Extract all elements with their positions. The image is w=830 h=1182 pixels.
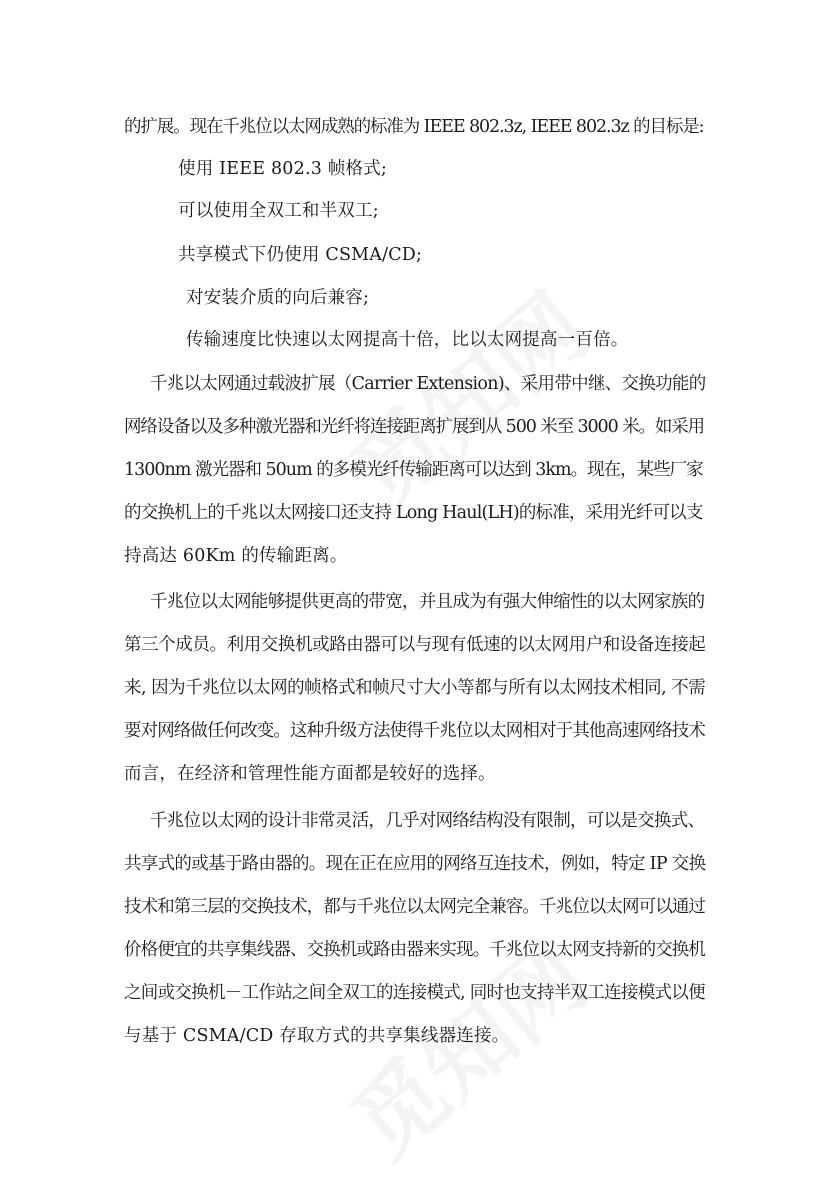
paragraph-design-line: 共享式的或基于路由器的。现在正在应用的网络互连技术，例如，特定 IP 交换 [124, 854, 706, 874]
goal-item-speed: 传输速度比快速以太网提高十倍，比以太网提高一百倍。 [186, 330, 629, 350]
paragraph-bandwidth-line: 而言，在经济和管理性能方面都是较好的选择。 [124, 764, 496, 784]
paragraph-carrier-line: 持高达 60Km 的传输距离。 [124, 546, 348, 566]
paragraph-carrier-line: 千兆以太网通过载波扩展（Carrier Extension)、采用带中继、交换功能的 [150, 374, 706, 394]
paragraph-design-line: 与基于 CSMA/CD 存取方式的共享集线器连接。 [124, 1026, 510, 1046]
goal-item-frame-format: 使用 IEEE 802.3 帧格式; [178, 159, 388, 179]
goal-item-csma-cd: 共享模式下仍使用 CSMA/CD; [178, 245, 423, 265]
paragraph-design-line: 之间或交换机－工作站之间全双工的连接模式, 同时也支持半双工连接模式以便 [124, 983, 705, 1003]
paragraph-design-line: 价格便宜的共享集线器、交换机或路由器来实现。千兆位以太网支持新的交换机 [124, 940, 705, 960]
paragraph-bandwidth-line: 第三个成员。利用交换机或路由器可以与现有低速的以太网用户和设备连接起 [124, 635, 706, 655]
paragraph-intro-line: 的扩展。现在千兆位以太网成熟的标准为 IEEE 802.3z, IEEE 802.3z 的目标是: [124, 117, 704, 137]
paragraph-carrier-line: 1300nm 激光器和 50um 的多模光纤传输距离可以达到 3km。现在，某些厂家 [124, 460, 703, 480]
paragraph-design-line: 千兆位以太网的设计非常灵活，几乎对网络结构没有限制，可以是交换式、 [150, 811, 705, 831]
paragraph-carrier-line: 网络设备以及多种激光器和光纤将连接距离扩展到从 500 米至 3000 米。如采用 [124, 417, 705, 437]
paragraph-bandwidth-line: 千兆位以太网能够提供更高的带宽，并且成为有强大伸缩性的以太网家族的 [150, 592, 705, 612]
paragraph-bandwidth-line: 要对网络做任何改变。这种升级方法使得千兆位以太网相对于其他高速网络技术 [124, 721, 705, 741]
goal-item-duplex: 可以使用全双工和半双工; [178, 201, 379, 221]
paragraph-bandwidth-line: 来, 因为千兆位以太网的帧格式和帧尺寸大小等都与所有以太网技术相同, 不需 [124, 678, 706, 698]
paragraph-carrier-line: 的交换机上的千兆以太网接口还支持 Long Haul(LH)的标准，采用光纤可以支 [124, 503, 703, 523]
paragraph-design-line: 技术和第三层的交换技术，都与千兆位以太网完全兼容。千兆位以太网可以通过 [124, 897, 705, 917]
goal-item-compatibility: 对安装介质的向后兼容; [186, 288, 370, 308]
